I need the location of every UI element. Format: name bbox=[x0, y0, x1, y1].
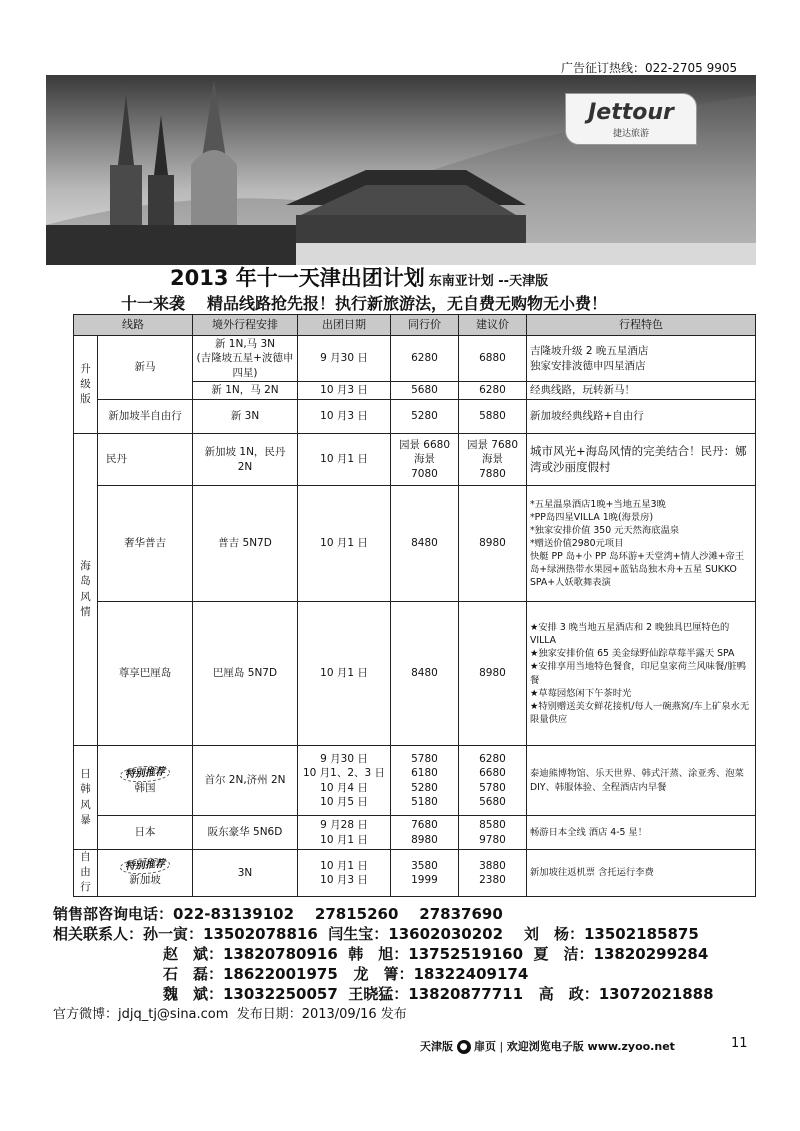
route-name: 新加坡 bbox=[129, 874, 161, 887]
title-main-text: 2013 年十一天津出团计划 bbox=[170, 266, 425, 290]
peer-price-cell: 7680 8980 bbox=[391, 816, 459, 850]
peer-price-cell: 5280 bbox=[391, 400, 459, 434]
suggested-price-cell: 6280 bbox=[459, 382, 527, 400]
features-cell: *五星温泉酒店1晚+当地五星3晚 *PP岛四星VILLA 1晚(海景房) *独家安排价值 350 元天然海底温泉 *赠送价值2980元项目 快艇 PP 岛+小 PP 岛环游+天堂湾+情人沙滩+帝王岛+绿洲热带水果园+蓝钻岛独木舟+五星 SUKKO SPA+人妖歌舞表演 bbox=[527, 486, 756, 602]
itinerary-cell: 新 3N bbox=[193, 400, 298, 434]
itinerary-cell: 阪东豪华 5N6D bbox=[193, 816, 298, 850]
date-cell: 10 月3 日 bbox=[298, 382, 391, 400]
logo-brand: Jettour bbox=[588, 100, 674, 125]
jettour-logo bbox=[565, 93, 697, 145]
suggested-price-cell: 园景 7680 海景 7880 bbox=[459, 434, 527, 486]
table-row bbox=[74, 486, 756, 602]
logo-brand-cn: 捷达旅游 bbox=[612, 129, 649, 139]
features-cell: 吉隆坡升级 2 晚五星酒店 独家安排波德申四星酒店 bbox=[527, 336, 756, 382]
header-route: 线路 bbox=[74, 315, 193, 336]
features-cell: 新加坡经典线路+自由行 bbox=[527, 400, 756, 434]
itinerary-cell: 新 1N,马 3N (吉隆坡五星+波德申四星) bbox=[193, 336, 298, 382]
footer-welcome: 欢迎浏览电子版 www.zyoo.net bbox=[506, 1040, 675, 1053]
page-title bbox=[170, 262, 548, 292]
date-cell: 9 月30 日 bbox=[298, 336, 391, 382]
date-cell: 9 月28 日 10 月1 日 bbox=[298, 816, 391, 850]
header-features: 行程特色 bbox=[527, 315, 756, 336]
table-row bbox=[74, 816, 756, 850]
suggested-price-cell: 8580 9780 bbox=[459, 816, 527, 850]
title-sub: 东南亚计划 --天津版 bbox=[428, 274, 549, 289]
contact-row-1: 相关联系人：孙一寅：13502078816 闫生宝：13602030202 刘 杨：13502185875 bbox=[53, 925, 699, 943]
suggested-price-cell: 8980 bbox=[459, 486, 527, 602]
date-cell: 10 月1 日 bbox=[298, 602, 391, 746]
itinerary-cell: 新加坡 1N，民丹 2N bbox=[193, 434, 298, 486]
header-suggested-price: 建议价 bbox=[459, 315, 527, 336]
route-cell: 日本 bbox=[98, 816, 193, 850]
date-cell: 10 月1 日 10 月3 日 bbox=[298, 850, 391, 897]
date-cell: 9 月30 日 10 月1、2、3 日 10 月4 日 10 月5 日 bbox=[298, 746, 391, 816]
itinerary-cell: 首尔 2N,济州 2N bbox=[193, 746, 298, 816]
features-cell: ★安排 3 晚当地五星酒店和 2 晚独具巴厘特色的 VILLA ★独家安排价值 65 美金绿野仙踪草莓半露天 SPA ★安排享用当地特色餐食，印尼皇家荷兰风味餐/脏鸭餐 ★草莓园悠闲下午茶时光 ★特别赠送美女鲜花接机/每人一碗燕窝/车上矿泉水无限量供应 bbox=[527, 602, 756, 746]
table-row bbox=[74, 602, 756, 746]
category-free: 自 由 行 bbox=[74, 850, 98, 897]
table-row bbox=[74, 434, 756, 486]
suggested-price-cell: 8980 bbox=[459, 602, 527, 746]
features-cell: 泰迪熊博物馆、乐天世界、韩式汗蒸、涂亚秀、泡菜 DIY、韩服体验、全程酒店内早餐 bbox=[527, 746, 756, 816]
special-badge: 特别推荐 bbox=[120, 856, 171, 875]
suggested-price-cell: 5880 bbox=[459, 400, 527, 434]
route-cell: 尊享巴厘岛 bbox=[98, 602, 193, 746]
route-cell bbox=[98, 850, 193, 897]
itinerary-cell: 3N bbox=[193, 850, 298, 897]
footer-edition: 天津版 bbox=[420, 1040, 453, 1053]
features-cell: 畅游日本全线 酒店 4-5 星！ bbox=[527, 816, 756, 850]
route-name: 韩国 bbox=[134, 782, 156, 795]
peer-price-cell: 8480 bbox=[391, 486, 459, 602]
date-cell: 10 月3 日 bbox=[298, 400, 391, 434]
itinerary-cell: 新 1N，马 2N bbox=[193, 382, 298, 400]
weibo-line: 官方微博：jdjq_tj@sina.com 发布日期：2013/09/16 发布 bbox=[53, 1007, 407, 1022]
route-cell: 新马 bbox=[98, 336, 193, 400]
itinerary-cell: 普吉 5N7D bbox=[193, 486, 298, 602]
category-island: 海 岛 风 情 bbox=[74, 434, 98, 746]
slogan bbox=[121, 291, 607, 314]
category-upgrade: 升 级 版 bbox=[74, 336, 98, 434]
contact-row-2: 赵 斌：13820780916 韩 旭：13752519160 夏 洁：13820299284 bbox=[163, 945, 709, 963]
route-cell: 新加坡半自由行 bbox=[98, 400, 193, 434]
category-jk: 日 韩 风 暴 bbox=[74, 746, 98, 850]
date-cell: 10 月1 日 bbox=[298, 434, 391, 486]
peer-price-cell: 5680 bbox=[391, 382, 459, 400]
suggested-price-cell: 6280 6680 5780 5680 bbox=[459, 746, 527, 816]
itinerary-cell: 巴厘岛 5N7D bbox=[193, 602, 298, 746]
route-cell bbox=[98, 746, 193, 816]
table-row bbox=[74, 850, 756, 897]
header-date: 出团日期 bbox=[298, 315, 391, 336]
sales-phone: 销售部咨询电话：022-83139102 27815260 27837690 bbox=[53, 905, 503, 923]
slogan-a: 十一来袭 bbox=[121, 294, 186, 313]
peer-price-cell: 6280 bbox=[391, 336, 459, 382]
slogan-b: 精品线路抢先报！执行新旅游法，无自费无购物无小费！ bbox=[207, 294, 608, 313]
peer-price-cell: 3580 1999 bbox=[391, 850, 459, 897]
route-cell: 民丹 bbox=[98, 434, 193, 486]
header-itinerary: 境外行程安排 bbox=[193, 315, 298, 336]
features-cell: 经典线路，玩转新马！ bbox=[527, 382, 756, 400]
features-cell: 城市风光+海岛风情的完美结合！民丹：娜湾或沙丽度假村 bbox=[527, 434, 756, 486]
schedule-table bbox=[73, 314, 756, 897]
date-cell: 10 月1 日 bbox=[298, 486, 391, 602]
table-row bbox=[74, 746, 756, 816]
suggested-price-cell: 6880 bbox=[459, 336, 527, 382]
footer-page-label: 扉页 bbox=[474, 1040, 496, 1053]
suggested-price-cell: 3880 2380 bbox=[459, 850, 527, 897]
peer-price-cell: 园景 6680 海景 7080 bbox=[391, 434, 459, 486]
peer-price-cell: 5780 6180 5280 5180 bbox=[391, 746, 459, 816]
page-footer: 天津版 ● 扉页 | 欢迎浏览电子版 www.zyoo.net bbox=[420, 1040, 675, 1053]
features-cell: 新加坡往返机票 含托运行李费 bbox=[527, 850, 756, 897]
header-peer-price: 同行价 bbox=[391, 315, 459, 336]
table-row bbox=[74, 336, 756, 382]
contact-row-3: 石 磊：18622001975 龙 箐：18322409174 bbox=[163, 965, 529, 983]
ad-hotline: 广告征订热线：022-2705 9905 bbox=[561, 61, 738, 75]
edition-logo-icon: ● bbox=[457, 1040, 471, 1054]
table-header-row bbox=[74, 315, 756, 336]
table-row bbox=[74, 400, 756, 434]
special-badge: 特别推荐 bbox=[120, 764, 171, 783]
contact-row-4: 魏 斌：13032250057 王晓猛：13820877711 高 政：13072021888 bbox=[163, 985, 714, 1003]
route-cell: 奢华普吉 bbox=[98, 486, 193, 602]
peer-price-cell: 8480 bbox=[391, 602, 459, 746]
page-number: 11 bbox=[731, 1036, 748, 1051]
